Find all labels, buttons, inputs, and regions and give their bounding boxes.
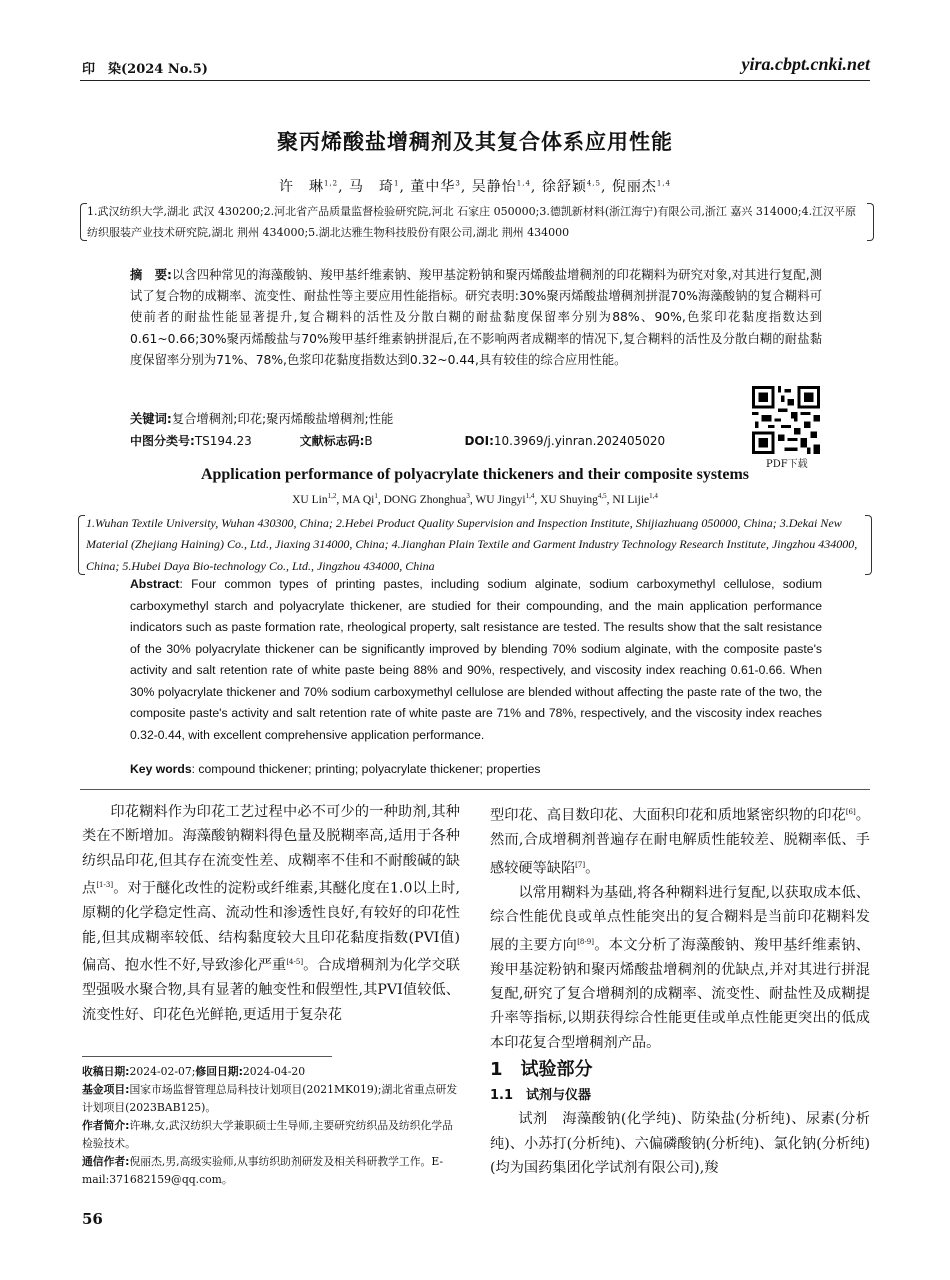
author: 吴静怡: [471, 179, 517, 195]
paper-title: 聚丙烯酸盐增稠剂及其复合体系应用性能: [277, 130, 673, 154]
english-title: Application performance of polyacrylate thickeners and their composite systems: [200, 466, 750, 483]
citation[interactable]: [1-3]: [96, 881, 114, 890]
abstract-cn-text: 以含四种常见的海藻酸钠、羧甲基纤维素钠、羧甲基淀粉钠和聚丙烯酸盐增稠剂的印花糊料为研究对象,对其进行复配,测试了复合物的成糊率、流变性、耐盐性等主要应用性能指标。研究表明:30%聚丙烯酸盐增稠剂拼混70%海藻酸钠的复合糊料可使前者的耐盐性能显著提升,复合糊料的活性及分散白糊的耐盐黏度保留率分别为88%、90%,色浆印花黏度指数达到0.61~0.66;30%聚丙烯酸盐与70%羧甲基纤维素钠拼混后,在不影响两者成糊率的情况下,复合糊料的活性及分散白糊的耐盐黏度保留率分别为71%、78%,色浆印花黏度指数达到0.32~0.44,具有较佳的综合应用性能。: [130, 268, 822, 367]
author: 倪丽杰: [611, 179, 657, 195]
keywords-en: Key words: compound thickener; printing; polyacrylate thickener; properties: [130, 762, 541, 776]
footnote-corresponding: 通信作者:倪丽杰,男,高级实验师,从事纺织助剂研发及相关科研教学工作。E-mail:371682159@qq.com。: [82, 1155, 444, 1186]
pdf-download-label[interactable]: PDF下载: [766, 459, 808, 470]
classification-row: 中图分类号:TS194.23 文献标志码:B DOI:10.3969/j.yinran.202405020: [130, 434, 666, 448]
citation[interactable]: [6]: [845, 808, 856, 816]
author: 马 琦: [349, 179, 395, 195]
doi-link[interactable]: 10.3969/j.yinran.202405020: [493, 434, 666, 448]
page-number: 56: [82, 1210, 103, 1228]
subsection-heading: 1.1 试剂与仪器: [490, 1088, 592, 1104]
citation[interactable]: [4-5]: [286, 958, 304, 967]
abstract-cn-label: 摘 要:: [130, 268, 172, 282]
journal-issue: 印 染(2024 No.5): [82, 62, 208, 77]
paragraph: 印花糊料作为印花工艺过程中必不可少的一种助剂,其种类在不断增加。海藻酸钠糊料得色量及脱糊率高,适用于各种纺织品印花,但其存在流变性差、成糊率不佳和不耐酸碱的缺点[1-3]。对于醚化改性的淀粉或纤维素,其醚化度在1.0以上时,原糊的化学稳定性高、流动性和渗透性良好,有较好的印花性能,但其成糊率较低、结构黏度较大且印花黏度指数(PVI值)偏高、抱水性不好,导致渗化严重[4-5]。合成增稠剂为化学交联型强吸水聚合物,具有显著的触变性和假塑性,其PVI值较低、流变性好、印花色光鲜艳,更适用于复杂花: [82, 804, 460, 1023]
author-list: 许 琳$^{1,2}$, 马 琦$^1$, 董中华$^3$, 吴静怡$^{1,4}$, 徐舒颖$^{4,5}$, 倪丽杰$^{1,4}$: [278, 179, 672, 195]
footnote-fund: 基金项目:国家市场监督管理总局科技计划项目(2021MK019);湖北省重点研发计划项目(2023BAB125)。: [82, 1083, 458, 1114]
abstract-en: Abstract: Four common types of printing pastes, including sodium alginate, sodium carboxymethyl cellulose, sodium carboxymethyl starch and polyacrylate thickener, are studied for their compounding, and the main application performance indicators such as paste formation rate, rheological property, salt resistance are tested. The results show that the salt resistance of the 30% polyacrylate thickener can be significantly improved by blending 70% sodium alginate, with the composite paste's activity and salt retention rate of white paste being 88% and 90%, respectively, and viscosity index reaching 0.61-0.66. When 30% polyacrylate thickener and 70% sodium carboxymethyl cellulose are blended without affecting the paste rate of the two, the composite paste's activity and salt retention rate of white paste are 71% and 78%, respectively, and the viscosity index reaches 0.32-0.44, with excellent comprehensive application performance.: [130, 577, 822, 742]
journal-site[interactable]: yira.cbpt.cnki.net: [741, 54, 870, 74]
keywords-cn: 关键词:复合增稠剂;印花;聚丙烯酸盐增稠剂;性能: [130, 412, 394, 426]
affiliations-cn: 1.武汉纺织大学,湖北 武汉 430200;2.河北省产品质量监督检验研究院,河北 石家庄 050000;3.德凯新材料(浙江海宁)有限公司,浙江 嘉兴 314000;4.江汉平原纺织服装产业技术研究院,湖北 荆州 434000;5.湖北达雅生物科技股份有限公司,湖北 荆州 434000: [80, 201, 874, 243]
footnote-author: 作者简介:许琳,女,武汉纺织大学兼职硕士生导师,主要研究纺织品及纺织化学品检验技术。: [82, 1119, 453, 1150]
body-left-column: [82, 800, 460, 1027]
body-right-column: [490, 800, 870, 1180]
abstract-cn: [130, 265, 822, 371]
english-author-list: XU Lin$^{1,2}$, MA Qi$^1$, DONG Zhonghua$^3$, WU Jingyi$^{1,4}$, XU Shuying$^{4,5}$, NI Lijie$^{1,4}$: [292, 492, 658, 506]
author: 董中华: [410, 179, 456, 195]
citation[interactable]: [8-9]: [577, 937, 594, 946]
citation[interactable]: [7]: [575, 860, 586, 869]
body-divider: [80, 789, 870, 790]
footnote-divider: [82, 1056, 332, 1057]
author: 徐舒颖: [541, 179, 587, 195]
paragraph: 试剂 海藻酸钠(化学纯)、防染盐(分析纯)、尿素(分析纯)、小苏打(分析纯)、六偏磷酸钠(分析纯)、氯化钠(分析纯)(均为国药集团化学试剂有限公司),羧: [490, 1111, 870, 1177]
paragraph: 型印花、高目数印花、大面积印花和质地紧密织物的印花[6]。然而,合成增稠剂普遍存在耐电解质性能较差、脱糊率低、手感较硬等缺陷[7]。: [490, 807, 870, 877]
author: 许 琳: [278, 179, 324, 195]
footnotes: [82, 1063, 460, 1189]
footnote-dates: 收稿日期:2024-02-07;修回日期:2024-04-20: [82, 1065, 306, 1078]
paragraph: 以常用糊料为基础,将各种糊料进行复配,以获取成本低、综合性能优良或单点性能突出的复合糊料是当前印花糊料发展的主要方向[8-9]。本文分析了海藻酸钠、羧甲基纤维素钠、羧甲基淀粉钠和聚丙烯酸盐增稠剂的优缺点,并对其进行拼混复配,研究了复合增稠剂的成糊率、流变性、耐盐性及成糊提升率等指标,以期获得综合性能更佳或单点性能更突出的低成本印花复合型增稠剂产品。: [490, 884, 870, 1051]
affiliations-en: 1.Wuhan Textile University, Wuhan 430300, China; 2.Hebei Product Quality Supervision and Inspection Institute, Shijiazhuang 050000, China; 3.Dekai New Material (Zhejiang Haining) Co., Ltd., Jiaxing 314000, China; 4.Jianghan Plain Textile and Garment Industry Technology Research Institute, Jingzhou 434000, China; 5.Hubei Daya Bio-technology Co., Ltd., Jingzhou 434000, China: [78, 513, 872, 577]
qr-code-icon[interactable]: [752, 386, 820, 454]
section-heading: 1 试验部分: [490, 1059, 593, 1081]
header-divider: [80, 80, 870, 81]
